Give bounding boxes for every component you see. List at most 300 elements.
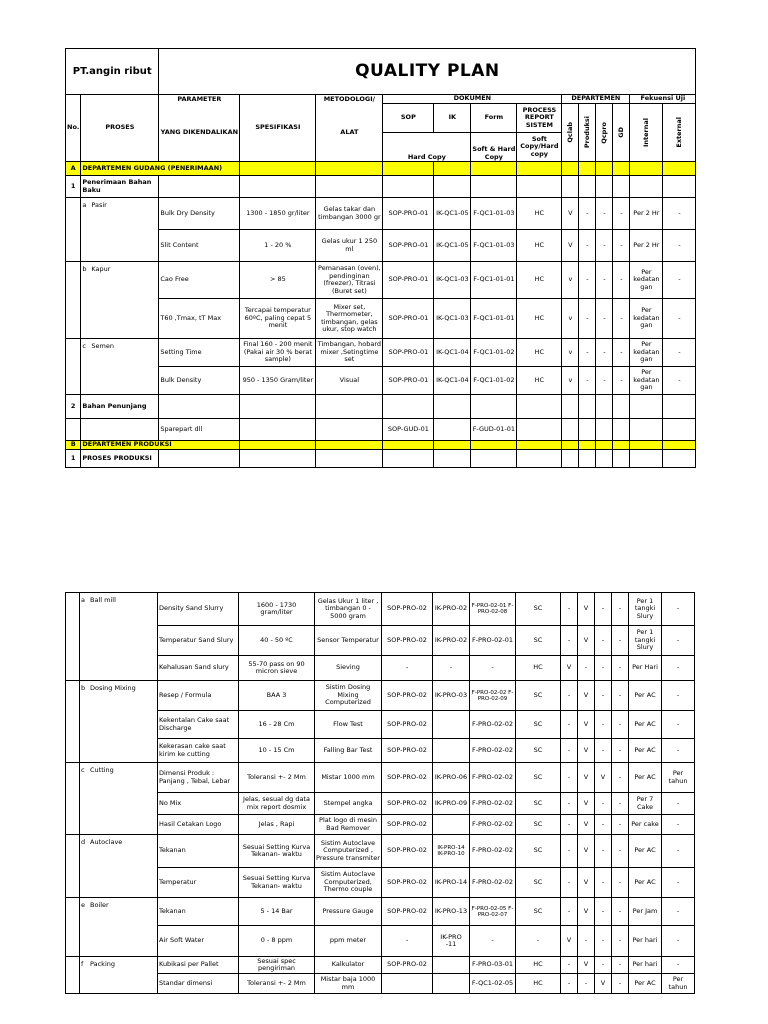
table-row — [66, 230, 696, 262]
section-a-row — [66, 162, 696, 176]
internal-cell: Per AC — [629, 835, 662, 868]
produksi-cell: V — [578, 763, 595, 793]
table-row — [66, 739, 695, 763]
table-row — [66, 815, 695, 835]
ik-cell: IK-PRO -11 — [433, 926, 470, 957]
form-cell: F-PRO-02-02 — [470, 763, 516, 793]
qcpro-cell: - — [595, 739, 612, 763]
internal-cell: Per hari — [629, 926, 662, 957]
qclab-cell: v — [562, 367, 579, 395]
group-row — [66, 395, 696, 419]
col-no: No. — [66, 95, 81, 162]
sop-cell: - — [382, 656, 433, 681]
table-row — [66, 299, 696, 339]
alat-cell: Mistar 1000 mm — [315, 763, 382, 793]
spec-cell: 16 - 28 Cm — [239, 711, 315, 739]
internal-cell: Per 1 tangki Slury — [629, 626, 662, 656]
ik-cell: IK-QC1-04 — [434, 367, 471, 395]
process-report-cell: SC — [516, 593, 561, 626]
ik-cell — [433, 957, 470, 974]
qcpro-cell: - — [595, 626, 612, 656]
external-cell: - — [663, 230, 696, 262]
sub-letter: b — [81, 684, 86, 692]
param-cell: Temperatur Sand Slury — [158, 626, 239, 656]
internal-cell: Per kedatan gan — [630, 262, 663, 299]
section-letter: A — [66, 162, 81, 176]
internal-cell: Per kedatan gan — [630, 299, 663, 339]
qclab-cell: - — [561, 763, 578, 793]
qclab-cell: V — [561, 656, 578, 681]
process-report-cell: HC — [517, 367, 562, 395]
process-report-cell: HC — [516, 957, 561, 974]
produksi-cell: V — [578, 868, 595, 898]
alat-cell: Stempel angka — [315, 793, 382, 815]
qcpro-cell: - — [595, 793, 612, 815]
external-cell: - — [662, 957, 695, 974]
process-report-cell: SC — [516, 711, 561, 739]
param-cell: T60 ,Tmax, tT Max — [159, 299, 240, 339]
external-cell: - — [663, 367, 696, 395]
param-cell: Setting Time — [159, 339, 240, 367]
qcpro-cell: - — [595, 815, 612, 835]
ik-cell: IK-QC1-03 — [434, 299, 471, 339]
form-cell: F-QC1-01-01 — [471, 299, 517, 339]
qcpro-cell: - — [595, 656, 612, 681]
qcpro-cell: - — [596, 198, 613, 230]
process-report-cell: HC — [517, 339, 562, 367]
qcpro-cell: - — [596, 262, 613, 299]
process-report-cell: SC — [516, 835, 561, 868]
process-report-cell: HC — [517, 299, 562, 339]
internal-cell: Per 7 Cake — [629, 793, 662, 815]
sub-letter: d — [81, 838, 86, 846]
external-cell: - — [662, 868, 695, 898]
produksi-cell: V — [578, 626, 595, 656]
process-report-cell: HC — [517, 198, 562, 230]
internal-cell: Per kedatan gan — [630, 367, 663, 395]
form-cell: F-PRO-02-02 — [470, 739, 516, 763]
alat-cell: Timbangan, hobard mixer ,Setingtime set — [316, 339, 383, 367]
form-cell: F-PRO-02-02 — [470, 793, 516, 815]
external-cell: - — [662, 626, 695, 656]
process-report-cell: SC — [516, 793, 561, 815]
sop-cell: SOP-PRO-01 — [383, 230, 434, 262]
table-row — [66, 198, 696, 230]
spec-cell: 0 - 8 ppm — [239, 926, 315, 957]
spec-cell: 10 - 15 Cm — [239, 739, 315, 763]
external-cell: - — [662, 793, 695, 815]
sub-letter: c — [81, 766, 85, 774]
gd-cell: - — [612, 711, 629, 739]
qclab-cell: - — [561, 835, 578, 868]
alat-cell: Sensor Temperatur — [315, 626, 382, 656]
spec-cell: Jelas , Rapi — [239, 815, 315, 835]
qcpro-cell: - — [595, 681, 612, 711]
ik-cell: IK-PRO-14 IK-PRO-10 — [433, 835, 470, 868]
internal-cell: Per AC — [629, 763, 662, 793]
process-report-cell: SC — [516, 626, 561, 656]
process-report-cell: HC — [517, 230, 562, 262]
internal-cell: Per Hari — [629, 656, 662, 681]
external-cell: - — [663, 262, 696, 299]
col-departemen: DEPARTEMEN — [562, 95, 630, 104]
qclab-cell: - — [561, 793, 578, 815]
param-cell: Hasil Cetakan Logo — [158, 815, 239, 835]
sop-cell: SOP-PRO-02 — [382, 763, 433, 793]
produksi-cell: V — [578, 815, 595, 835]
param-cell: Kehalusan Sand slury — [158, 656, 239, 681]
internal-cell: Per 2 Hr — [630, 230, 663, 262]
produksi-cell: V — [578, 957, 595, 974]
table-row — [66, 593, 695, 626]
spec-cell: 40 - 50 ºC — [239, 626, 315, 656]
group-name: Bahan Penunjang — [81, 395, 159, 419]
qclab-cell: - — [561, 681, 578, 711]
qcpro-cell: - — [595, 898, 612, 926]
alat-cell: Gelas ukur 1 250 ml — [316, 230, 383, 262]
process-report-cell: SC — [516, 681, 561, 711]
qcpro-cell: - — [595, 926, 612, 957]
process-report-cell: SC — [516, 868, 561, 898]
qcpro-cell: V — [595, 763, 612, 793]
gd-cell: - — [612, 974, 629, 994]
gd-cell: - — [612, 656, 629, 681]
qcpro-cell: - — [596, 299, 613, 339]
gd-cell: - — [612, 898, 629, 926]
param-cell: No Mix — [158, 793, 239, 815]
col-qcpro: Qcpro — [599, 121, 608, 144]
company-name: PT.angin ribut — [66, 49, 159, 95]
sop-cell: SOP-PRO-01 — [383, 367, 434, 395]
ik-cell: IK-PRO-02 — [433, 626, 470, 656]
gd-cell: - — [613, 198, 630, 230]
col-soft-hard-copy: Soft & Hard Copy — [471, 133, 517, 162]
gd-cell: - — [613, 339, 630, 367]
qcpro-cell: - — [595, 835, 612, 868]
external-cell: - — [662, 739, 695, 763]
param-cell: Dimensi Produk : Panjang , Tebal, Lebar — [158, 763, 239, 793]
col-proses: PROSES — [81, 95, 159, 162]
spec-cell: Sesuai Setting Kurva Tekanan- waktu — [239, 835, 315, 868]
process-report-cell: SC — [516, 815, 561, 835]
param-cell: Air Soft Water — [158, 926, 239, 957]
external-cell: - — [662, 681, 695, 711]
spec-cell: 5 - 14 Bar — [239, 898, 315, 926]
table-row — [66, 926, 695, 957]
form-cell: F-PRO-02-01 — [470, 626, 516, 656]
produksi-cell: V — [578, 793, 595, 815]
external-cell: - — [662, 593, 695, 626]
produksi-cell: V — [578, 711, 595, 739]
qclab-cell: - — [561, 593, 578, 626]
sop-cell: SOP-PRO-02 — [382, 815, 433, 835]
document-title: QUALITY PLAN — [159, 49, 696, 95]
alat-cell: Sistim Autoclave Computerized, Thermo couple — [315, 868, 382, 898]
form-cell: - — [470, 656, 516, 681]
internal-cell: Per AC — [629, 868, 662, 898]
table-row — [66, 656, 695, 681]
param-cell: Bulk Density — [159, 367, 240, 395]
process-report-cell: HC — [516, 974, 561, 994]
gd-cell: - — [612, 815, 629, 835]
qclab-cell: v — [562, 299, 579, 339]
external-cell: - — [662, 835, 695, 868]
produksi-cell: - — [578, 926, 595, 957]
gd-cell: - — [613, 299, 630, 339]
section-letter: B — [66, 441, 81, 450]
param-cell: Bulk Dry Density — [159, 198, 240, 230]
ik-cell: IK-PRO-03 — [433, 681, 470, 711]
col-gd: GD — [616, 127, 625, 138]
spec-cell: 1300 - 1850 gr/liter — [240, 198, 316, 230]
internal-cell: Per kedatan gan — [630, 339, 663, 367]
qclab-cell: - — [561, 898, 578, 926]
qclab-cell: V — [562, 198, 579, 230]
qclab-cell: - — [561, 868, 578, 898]
produksi-cell: V — [578, 898, 595, 926]
table-row — [66, 367, 696, 395]
ik-cell: IK-PRO-14 — [433, 868, 470, 898]
external-cell: - — [662, 815, 695, 835]
internal-cell: Per AC — [629, 711, 662, 739]
gd-cell: - — [612, 835, 629, 868]
qclab-cell: V — [562, 230, 579, 262]
internal-cell: Per hari — [629, 957, 662, 974]
alat-cell: Kalkulator — [315, 957, 382, 974]
ik-cell: IK-QC1-05 — [434, 230, 471, 262]
quality-plan-table-page2 — [65, 592, 695, 994]
internal-cell: Per cake — [629, 815, 662, 835]
alat-cell: Plat logo di mesin Bad Remover — [315, 815, 382, 835]
table-row — [66, 793, 695, 815]
spec-cell: > 85 — [240, 262, 316, 299]
sop-cell: - — [382, 926, 433, 957]
sop-cell: SOP-PRO-01 — [383, 339, 434, 367]
process-report-cell: SC — [516, 763, 561, 793]
external-cell: Per tahun — [662, 974, 695, 994]
gd-cell: - — [613, 230, 630, 262]
param-cell: Sparepart dll — [159, 419, 240, 441]
section-title: DEPARTEMEN PRODUKSI — [81, 441, 240, 450]
ik-cell — [433, 815, 470, 835]
ik-cell: IK-QC1-04 — [434, 339, 471, 367]
alat-cell: Mixer set, Thermometer, timbangan, gelas ukur, stop watch — [316, 299, 383, 339]
alat-cell: Falling Bar Test — [315, 739, 382, 763]
internal-cell: Per Jam — [629, 898, 662, 926]
gd-cell: - — [613, 262, 630, 299]
col-parameter: PARAMETER — [159, 95, 240, 104]
external-cell: - — [662, 926, 695, 957]
qcpro-cell: - — [596, 339, 613, 367]
param-cell: Kekerasan cake saat kirim ke cutting — [158, 739, 239, 763]
gd-cell: - — [612, 593, 629, 626]
spec-cell: 55-70 pass on 90 micron sieve — [239, 656, 315, 681]
form-cell: F-QC1-01-01 — [471, 262, 517, 299]
col-frekuensi: Fekuensi Uji — [630, 95, 696, 104]
external-cell: Per tahun — [662, 763, 695, 793]
col-process-report: PROCESS REPORT SISTEM — [517, 104, 562, 133]
form-cell: F-QC1-02-05 — [470, 974, 516, 994]
external-cell: - — [662, 898, 695, 926]
sub-letter: e — [81, 901, 85, 909]
col-produksi: Produksi — [582, 116, 591, 149]
quality-plan-table-page1 — [65, 48, 696, 468]
qclab-cell: - — [561, 739, 578, 763]
form-cell: F-PRO-02-05 F-PRO-02-07 — [470, 898, 516, 926]
form-cell: F-PRO-02-02 — [470, 711, 516, 739]
internal-cell: Per 2 Hr — [630, 198, 663, 230]
table-row — [66, 339, 696, 367]
col-dokumen: DOKUMEN — [383, 95, 562, 104]
group-no: 2 — [66, 395, 81, 419]
param-cell: Tekanan — [158, 835, 239, 868]
alat-cell: Visual — [316, 367, 383, 395]
produksi-cell: - — [578, 974, 595, 994]
produksi-cell: V — [578, 739, 595, 763]
qcpro-cell: - — [596, 230, 613, 262]
sop-cell: SOP-PRO-02 — [382, 835, 433, 868]
param-cell: Tekanan — [158, 898, 239, 926]
produksi-cell: - — [579, 230, 596, 262]
group-name: Penerimaan Bahan Baku — [81, 176, 159, 198]
spec-cell: Sesuai Setting Kurva Tekanan- waktu — [239, 868, 315, 898]
col-spesifikasi: SPESIFIKASI — [240, 95, 316, 162]
qcpro-cell: - — [596, 367, 613, 395]
table-row — [66, 957, 695, 974]
section-title: DEPARTEMEN GUDANG (PENERIMAAN) — [81, 162, 240, 176]
proses-name: Ball mill — [90, 596, 116, 604]
param-cell: Cao Free — [159, 262, 240, 299]
spec-cell: 1600 - 1730 gram/liter — [239, 593, 315, 626]
spec-cell: 950 - 1350 Gram/liter — [240, 367, 316, 395]
proses-name: Semen — [91, 342, 114, 350]
col-internal: Internal — [641, 117, 650, 147]
external-cell: - — [663, 339, 696, 367]
gd-cell: - — [612, 793, 629, 815]
table-row — [66, 419, 696, 441]
qclab-cell: v — [562, 262, 579, 299]
external-cell: - — [663, 299, 696, 339]
proses-name: Packing — [90, 960, 116, 968]
group-row — [66, 176, 696, 198]
qclab-cell: v — [562, 339, 579, 367]
col-qclab: Qclab — [565, 122, 574, 143]
form-cell: F-PRO-02-02 F-PRO-02-09 — [470, 681, 516, 711]
sop-cell: SOP-PRO-02 — [382, 626, 433, 656]
produksi-cell: - — [579, 367, 596, 395]
produksi-cell: V — [578, 593, 595, 626]
form-cell: F-QC1-01-03 — [471, 230, 517, 262]
ik-cell: IK-PRO-09 — [433, 793, 470, 815]
qcpro-cell: - — [595, 868, 612, 898]
internal-cell: Per AC — [629, 681, 662, 711]
sop-cell: SOP-PRO-02 — [382, 793, 433, 815]
table-row — [66, 763, 695, 793]
alat-cell: Gelas takar dan timbangan 3000 gr — [316, 198, 383, 230]
col-form: Form — [471, 104, 517, 133]
sop-cell: SOP-PRO-02 — [382, 739, 433, 763]
ik-cell — [433, 974, 470, 994]
qclab-cell: - — [561, 974, 578, 994]
sop-cell: SOP-PRO-02 — [382, 957, 433, 974]
table-row — [66, 681, 695, 711]
process-report-cell: HC — [516, 656, 561, 681]
alat-cell: ppm meter — [315, 926, 382, 957]
col-parameter-sub: YANG DIKENDALIKAN — [159, 104, 240, 162]
group-name: PROSES PRODUKSI — [81, 450, 159, 468]
alat-cell: Pressure Gauge — [315, 898, 382, 926]
param-cell: Kubikasi per Pallet — [158, 957, 239, 974]
ik-cell: IK-PRO-13 — [433, 898, 470, 926]
form-cell: F-PRO-03-01 — [470, 957, 516, 974]
table-row — [66, 262, 696, 299]
form-cell: F-GUD-01-01 — [471, 419, 517, 441]
param-cell: Density Sand Slurry — [158, 593, 239, 626]
form-cell: F-QC1-01-02 — [471, 367, 517, 395]
sop-cell: SOP-PRO-02 — [382, 681, 433, 711]
alat-cell: Sieving — [315, 656, 382, 681]
sop-cell: SOP-PRO-01 — [383, 299, 434, 339]
table-row — [66, 974, 695, 994]
col-sop: SOP — [383, 104, 434, 133]
col-external: External — [674, 117, 683, 148]
spec-cell: Toleransi +- 2 Mm — [239, 763, 315, 793]
spec-cell: Toleransi +- 2 Mm — [239, 974, 315, 994]
produksi-cell: - — [579, 299, 596, 339]
gd-cell: - — [612, 868, 629, 898]
spec-cell: 1 - 20 % — [240, 230, 316, 262]
sop-cell: SOP-PRO-01 — [383, 198, 434, 230]
sop-cell: SOP-PRO-02 — [382, 593, 433, 626]
ik-cell — [433, 711, 470, 739]
ik-cell: - — [433, 656, 470, 681]
qcpro-cell: - — [595, 711, 612, 739]
form-cell: F-PRO-02-02 — [470, 835, 516, 868]
sop-cell: SOP-PRO-02 — [382, 898, 433, 926]
ik-cell: IK-PRO-06 — [433, 763, 470, 793]
alat-cell: Mistar baja 1000 mm — [315, 974, 382, 994]
table-row — [66, 626, 695, 656]
spec-cell: BAA 3 — [239, 681, 315, 711]
section-b-row — [66, 441, 696, 450]
form-cell: F-PRO-02-02 — [470, 868, 516, 898]
spec-cell: Tercapai temperatur 60ºC, paling cepat 5 menit — [240, 299, 316, 339]
proses-name: Kapur — [91, 265, 111, 273]
col-alat: ALAT — [316, 104, 383, 162]
process-report-cell: SC — [516, 898, 561, 926]
form-cell: F-PRO-02-02 — [470, 815, 516, 835]
form-cell: F-QC1-01-02 — [471, 339, 517, 367]
table-row — [66, 868, 695, 898]
ik-cell: IK-QC1-03 — [434, 262, 471, 299]
group-row — [66, 450, 696, 468]
produksi-cell: - — [579, 339, 596, 367]
proses-name: Cutting — [90, 766, 114, 774]
qcpro-cell: - — [595, 957, 612, 974]
process-report-cell: - — [516, 926, 561, 957]
alat-cell: Sistim Autoclave Computerized , Pressure transmiter — [315, 835, 382, 868]
ik-cell — [433, 739, 470, 763]
form-cell: - — [470, 926, 516, 957]
gd-cell: - — [612, 763, 629, 793]
sub-letter: a — [82, 201, 87, 209]
alat-cell: Gelas Ukur 1 liter , timbangan 0 - 5000 gram — [315, 593, 382, 626]
qclab-cell: - — [561, 957, 578, 974]
form-cell: F-PRO-02-01 F-PRO-02-08 — [470, 593, 516, 626]
sub-letter: a — [81, 596, 85, 604]
internal-cell: Per 1 tangki Slury — [629, 593, 662, 626]
qclab-cell: - — [561, 815, 578, 835]
